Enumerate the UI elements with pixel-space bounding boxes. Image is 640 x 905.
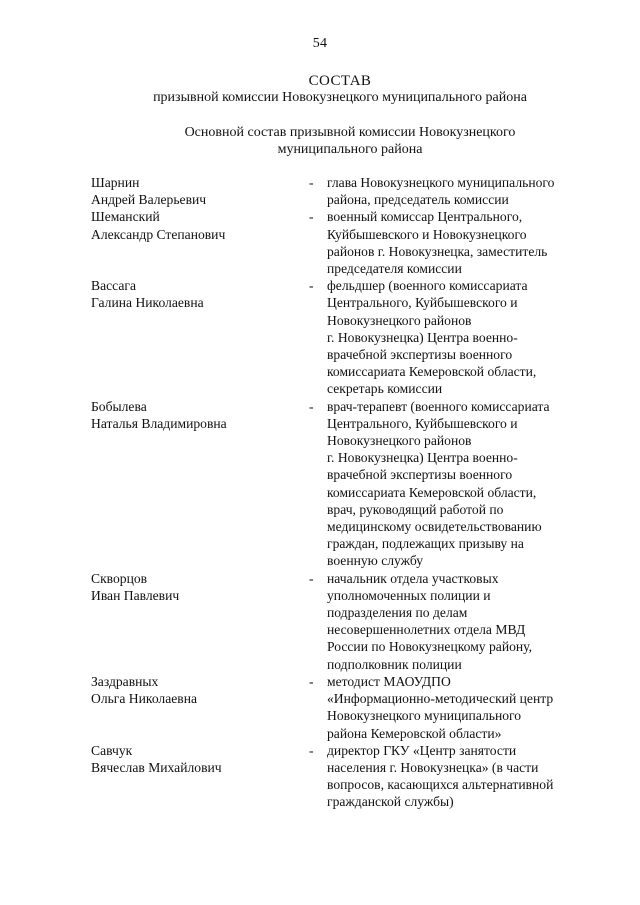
member-entry — [0, 277, 640, 397]
member-given-names: Галина Николаевна — [91, 295, 204, 311]
member-surname: Шарнин — [91, 175, 140, 190]
member-dash: - — [309, 278, 314, 294]
member-dash: - — [309, 209, 314, 225]
member-surname: Шеманский — [91, 209, 160, 225]
member-surname: Савчук — [91, 742, 133, 758]
member-entry — [0, 398, 640, 570]
member-role: глава Новокузнецкого муниципального района, председатель комиссии — [327, 175, 555, 208]
member-role: методист МАОУДПО «Информационно-методический центр Новокузнецкого муниципального района Кемеровской области» — [327, 673, 554, 741]
member-name — [91, 174, 291, 208]
member-role: фельдшер (военного комиссариата Центрального, Куйбышевского и Новокузнецкого районов г. Новокузнецка) Центра военно- врачебной экспертизы военного комиссариата Кемеровской области, секретарь комиссии — [327, 278, 537, 397]
member-name — [91, 277, 291, 311]
member-role: начальник отдела участковых уполномоченных полиции и подразделения по делам несовершеннолетних отдела МВД России по Новокузнецкому району, подполковник полиции — [327, 570, 533, 672]
member-dash: - — [309, 398, 314, 414]
members-list — [0, 174, 640, 811]
member-dash: - — [309, 570, 314, 586]
member-role: врач-терапевт (военного комиссариата Центрального, Куйбышевского и Новокузнецкого районов г. Новокузнецка) Центра военно- врачебной экспертизы военного комиссариата Кемеровской области, врач, руководящий работой по медицинскому освидетельствованию граждан, подлежащих призыву на военную службу — [327, 398, 550, 569]
section-heading: Основной состав призывной комиссии Новокузнецкого муниципального района — [184, 125, 516, 157]
document-title: СОСТАВ — [308, 73, 372, 89]
member-entry — [0, 208, 640, 277]
page-number: 54 — [312, 36, 328, 51]
member-name — [91, 742, 291, 776]
member-dash: - — [309, 175, 314, 190]
member-surname: Бобылева — [91, 398, 147, 414]
member-name — [91, 398, 291, 432]
member-given-names: Ольга Николаевна — [91, 691, 198, 707]
member-dash: - — [309, 742, 314, 758]
member-given-names: Наталья Владимировна — [91, 415, 227, 431]
member-given-names: Андрей Валерьевич — [91, 192, 207, 208]
member-given-names: Вячеслав Михайлович — [91, 759, 222, 775]
member-surname: Вассага — [91, 278, 136, 294]
document-subtitle: призывной комиссии Новокузнецкого муниципального района — [153, 90, 527, 105]
member-name — [91, 208, 291, 242]
member-role: директор ГКУ «Центр занятости населения г. Новокузнецка» (в части вопросов, касающихся альтернативной гражданской службы) — [327, 742, 554, 810]
member-entry — [0, 742, 640, 811]
member-given-names: Александр Степанович — [91, 226, 226, 242]
member-dash: - — [309, 673, 314, 689]
member-given-names: Иван Павлевич — [91, 587, 180, 603]
member-entry — [0, 570, 640, 673]
member-entry — [0, 673, 640, 742]
member-surname: Заздравных — [91, 673, 159, 689]
member-name — [91, 570, 291, 604]
member-entry — [0, 174, 640, 208]
member-name — [91, 673, 291, 707]
member-surname: Скворцов — [91, 570, 148, 586]
member-role: военный комиссар Центрального, Куйбышевского и Новокузнецкого районов г. Новокузнецка, заместитель председателя комиссии — [327, 209, 548, 277]
